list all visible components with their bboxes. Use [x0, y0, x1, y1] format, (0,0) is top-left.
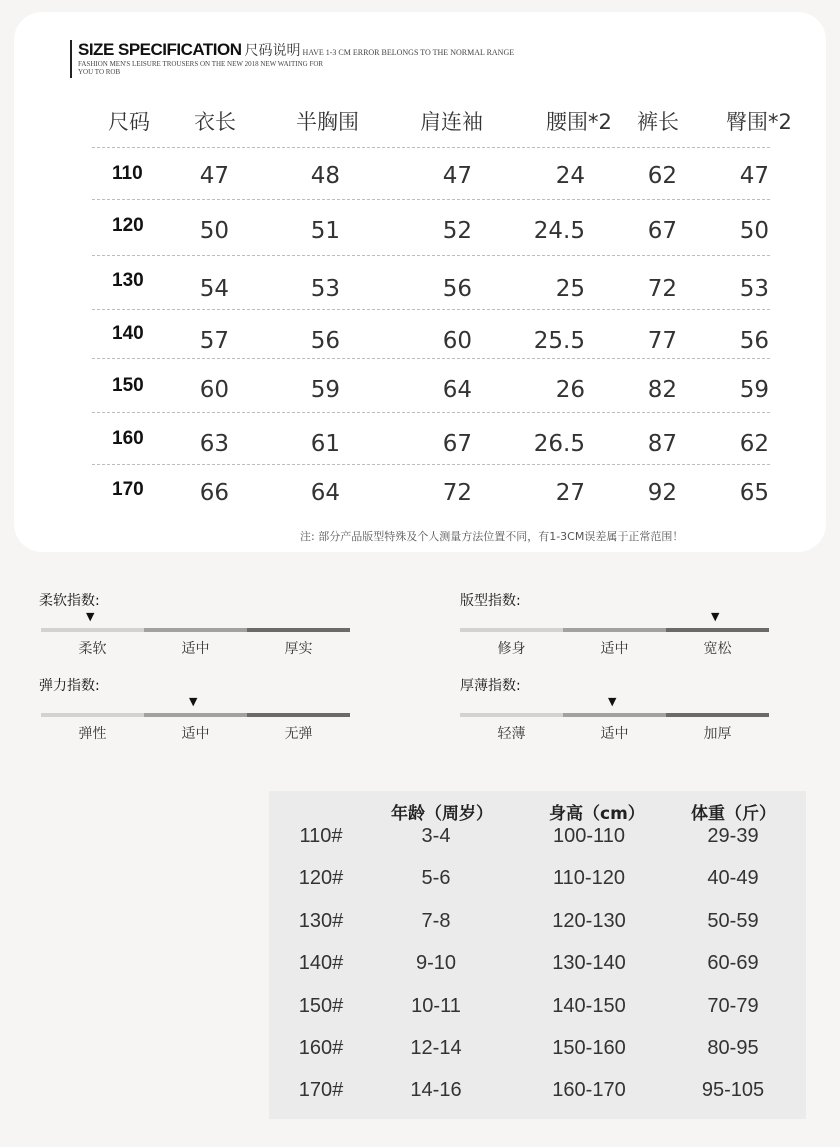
- index-scale: [460, 590, 770, 660]
- age-table: [269, 791, 806, 1119]
- age-size-cell: 130#: [298, 909, 344, 932]
- index-scale: [460, 675, 770, 745]
- age-value-cell: 29-39: [707, 825, 759, 847]
- age-value-cell: 40-49: [707, 867, 759, 890]
- age-value-cell: 120-130: [552, 909, 626, 932]
- scale-option: 修身: [497, 641, 526, 657]
- scale-option: 宽松: [703, 641, 732, 657]
- scale-segment: [563, 713, 666, 717]
- measurement-cell: 48: [310, 163, 340, 189]
- scale-segment: [144, 713, 247, 717]
- measurement-cell: 47: [442, 163, 472, 189]
- weight-header: 体重（斤）: [691, 804, 776, 824]
- index-label: 厚薄指数:: [460, 678, 521, 694]
- measurement-cell: 24.5: [533, 218, 585, 244]
- age-size-cell: 110#: [299, 825, 343, 847]
- measurement-cell: 62: [739, 431, 769, 457]
- measurement-cell: 67: [647, 218, 677, 244]
- measurement-cell: 54: [199, 276, 229, 302]
- age-value-cell: 150-160: [552, 1037, 626, 1059]
- scale-segment: [460, 713, 563, 717]
- measurement-cell: 61: [310, 431, 340, 457]
- measurement-cell: 72: [442, 480, 472, 506]
- index-scale: [41, 590, 351, 660]
- scale-segment: [247, 713, 350, 717]
- scale-option: 柔软: [78, 641, 107, 657]
- size-footnote: 注: 部分产品版型特殊及个人测量方法位置不同，有1-3CM误差属于正常范围！: [300, 530, 684, 543]
- size-cell: 160: [112, 428, 144, 449]
- measurement-cell: 60: [199, 377, 229, 403]
- row-divider: [92, 147, 770, 148]
- age-value-cell: 10-11: [411, 994, 461, 1017]
- scale-option: 加厚: [703, 726, 732, 742]
- col-half-chest: 半胸围: [296, 110, 359, 134]
- measurement-cell: 59: [310, 377, 340, 403]
- age-value-cell: 130-140: [552, 952, 626, 975]
- col-sleeve: 肩连袖: [420, 110, 483, 134]
- age-value-cell: 140-150: [552, 994, 626, 1017]
- scale-segment: [247, 628, 350, 632]
- measurement-cell: 53: [310, 276, 340, 302]
- measurement-cell: 82: [647, 377, 677, 403]
- selected-marker-icon: ▼: [608, 695, 617, 708]
- age-value-cell: 9-10: [415, 952, 457, 975]
- size-cell: 130: [112, 270, 144, 291]
- measurement-cell: 56: [310, 328, 340, 354]
- measurement-cell: 67: [442, 431, 472, 457]
- age-value-cell: 50-59: [707, 909, 759, 932]
- size-cell: 150: [112, 375, 144, 396]
- measurement-cell: 50: [199, 218, 229, 244]
- col-pants-length: 裤长: [637, 110, 679, 134]
- measurement-cell: 87: [647, 431, 677, 457]
- scale-option: 无弹: [284, 726, 313, 742]
- age-value-cell: 5-6: [421, 867, 451, 890]
- col-waist: 腰围*2: [546, 110, 612, 134]
- measurement-cell: 63: [199, 431, 229, 457]
- age-value-cell: 12-14: [410, 1037, 462, 1059]
- size-cell: 170: [112, 479, 144, 500]
- subtitle-line-2: YOU TO ROB: [78, 68, 121, 76]
- title-cn: 尺码说明: [244, 43, 301, 59]
- scale-option: 适中: [600, 726, 629, 742]
- measurement-cell: 77: [647, 328, 677, 354]
- age-size-cell: 120#: [298, 867, 344, 890]
- row-divider: [92, 464, 770, 465]
- scale-option: 厚实: [284, 641, 313, 657]
- age-value-cell: 70-79: [707, 994, 759, 1017]
- index-label: 柔软指数:: [39, 593, 100, 609]
- measurement-cell: 60: [442, 328, 472, 354]
- measurement-cell: 64: [310, 480, 340, 506]
- measurement-cell: 27: [555, 480, 585, 506]
- row-divider: [92, 255, 770, 256]
- measurement-cell: 25.5: [533, 328, 585, 354]
- measurement-cell: 59: [739, 377, 769, 403]
- measurement-cell: 62: [647, 163, 677, 189]
- measurement-cell: 65: [739, 480, 769, 506]
- subtitle-line-1: FASHION MEN'S LEISURE TROUSERS ON THE NEW 2018 NEW WAITING FOR: [78, 60, 324, 68]
- height-header: 身高（cm）: [549, 804, 645, 824]
- title-en: SIZE SPECIFICATION: [78, 40, 242, 59]
- index-label: 弹力指数:: [39, 678, 100, 694]
- scale-segment: [666, 713, 769, 717]
- age-size-cell: 160#: [298, 1037, 344, 1059]
- measurement-cell: 53: [739, 276, 769, 302]
- age-value-cell: 7-8: [421, 909, 451, 932]
- scale-option: 轻薄: [497, 726, 526, 742]
- row-divider: [92, 309, 770, 310]
- age-value-cell: 60-69: [707, 952, 759, 975]
- scale-option: 适中: [600, 641, 629, 657]
- measurement-cell: 24: [555, 163, 585, 189]
- measurement-cell: 56: [739, 328, 769, 354]
- scale-segment: [144, 628, 247, 632]
- age-value-cell: 14-16: [410, 1079, 462, 1102]
- size-cell: 120: [112, 215, 144, 236]
- scale-option: 弹性: [78, 726, 107, 742]
- size-cell: 140: [112, 323, 144, 344]
- measurement-cell: 92: [647, 480, 677, 506]
- index-label: 版型指数:: [460, 593, 521, 609]
- age-value-cell: 160-170: [552, 1079, 626, 1102]
- selected-marker-icon: ▼: [86, 610, 95, 623]
- index-scale: [41, 675, 351, 745]
- scale-segment: [41, 713, 144, 717]
- measurement-cell: 47: [199, 163, 229, 189]
- scale-segment: [460, 628, 563, 632]
- measurement-cell: 72: [647, 276, 677, 302]
- scale-option: 适中: [181, 641, 210, 657]
- col-size: 尺码: [108, 110, 150, 134]
- scale-segment: [563, 628, 666, 632]
- age-value-cell: 80-95: [707, 1037, 759, 1059]
- selected-marker-icon: ▼: [711, 610, 720, 623]
- age-size-cell: 170#: [298, 1079, 344, 1102]
- age-size-cell: 140#: [298, 952, 344, 975]
- size-cell: 110: [112, 163, 143, 184]
- row-divider: [92, 412, 770, 413]
- measurement-cell: 26: [555, 377, 585, 403]
- measurement-cell: 56: [442, 276, 472, 302]
- age-size-cell: 150#: [298, 994, 344, 1017]
- scale-segment: [41, 628, 144, 632]
- scale-option: 适中: [181, 726, 210, 742]
- age-value-cell: 100-110: [553, 825, 625, 847]
- measurement-cell: 50: [739, 218, 769, 244]
- age-value-cell: 110-120: [553, 867, 625, 890]
- row-divider: [92, 358, 770, 359]
- measurement-cell: 51: [310, 218, 340, 244]
- age-header: 年龄（周岁）: [391, 804, 493, 824]
- measurement-cell: 57: [199, 328, 229, 354]
- col-length: 衣长: [194, 110, 236, 134]
- measurement-cell: 25: [555, 276, 585, 302]
- age-value-cell: 95-105: [701, 1079, 765, 1102]
- measurement-cell: 47: [739, 163, 769, 189]
- row-divider: [92, 199, 770, 200]
- measurement-cell: 64: [442, 377, 472, 403]
- measurement-cell: 52: [442, 218, 472, 244]
- col-hip: 臀围*2: [726, 110, 792, 134]
- age-value-cell: 3-4: [421, 825, 451, 847]
- selected-marker-icon: ▼: [189, 695, 198, 708]
- error-note: HAVE 1-3 CM ERROR BELONGS TO THE NORMAL RANGE: [302, 48, 515, 57]
- measurement-cell: 66: [199, 480, 229, 506]
- measurement-cell: 26.5: [533, 431, 585, 457]
- scale-segment: [666, 628, 769, 632]
